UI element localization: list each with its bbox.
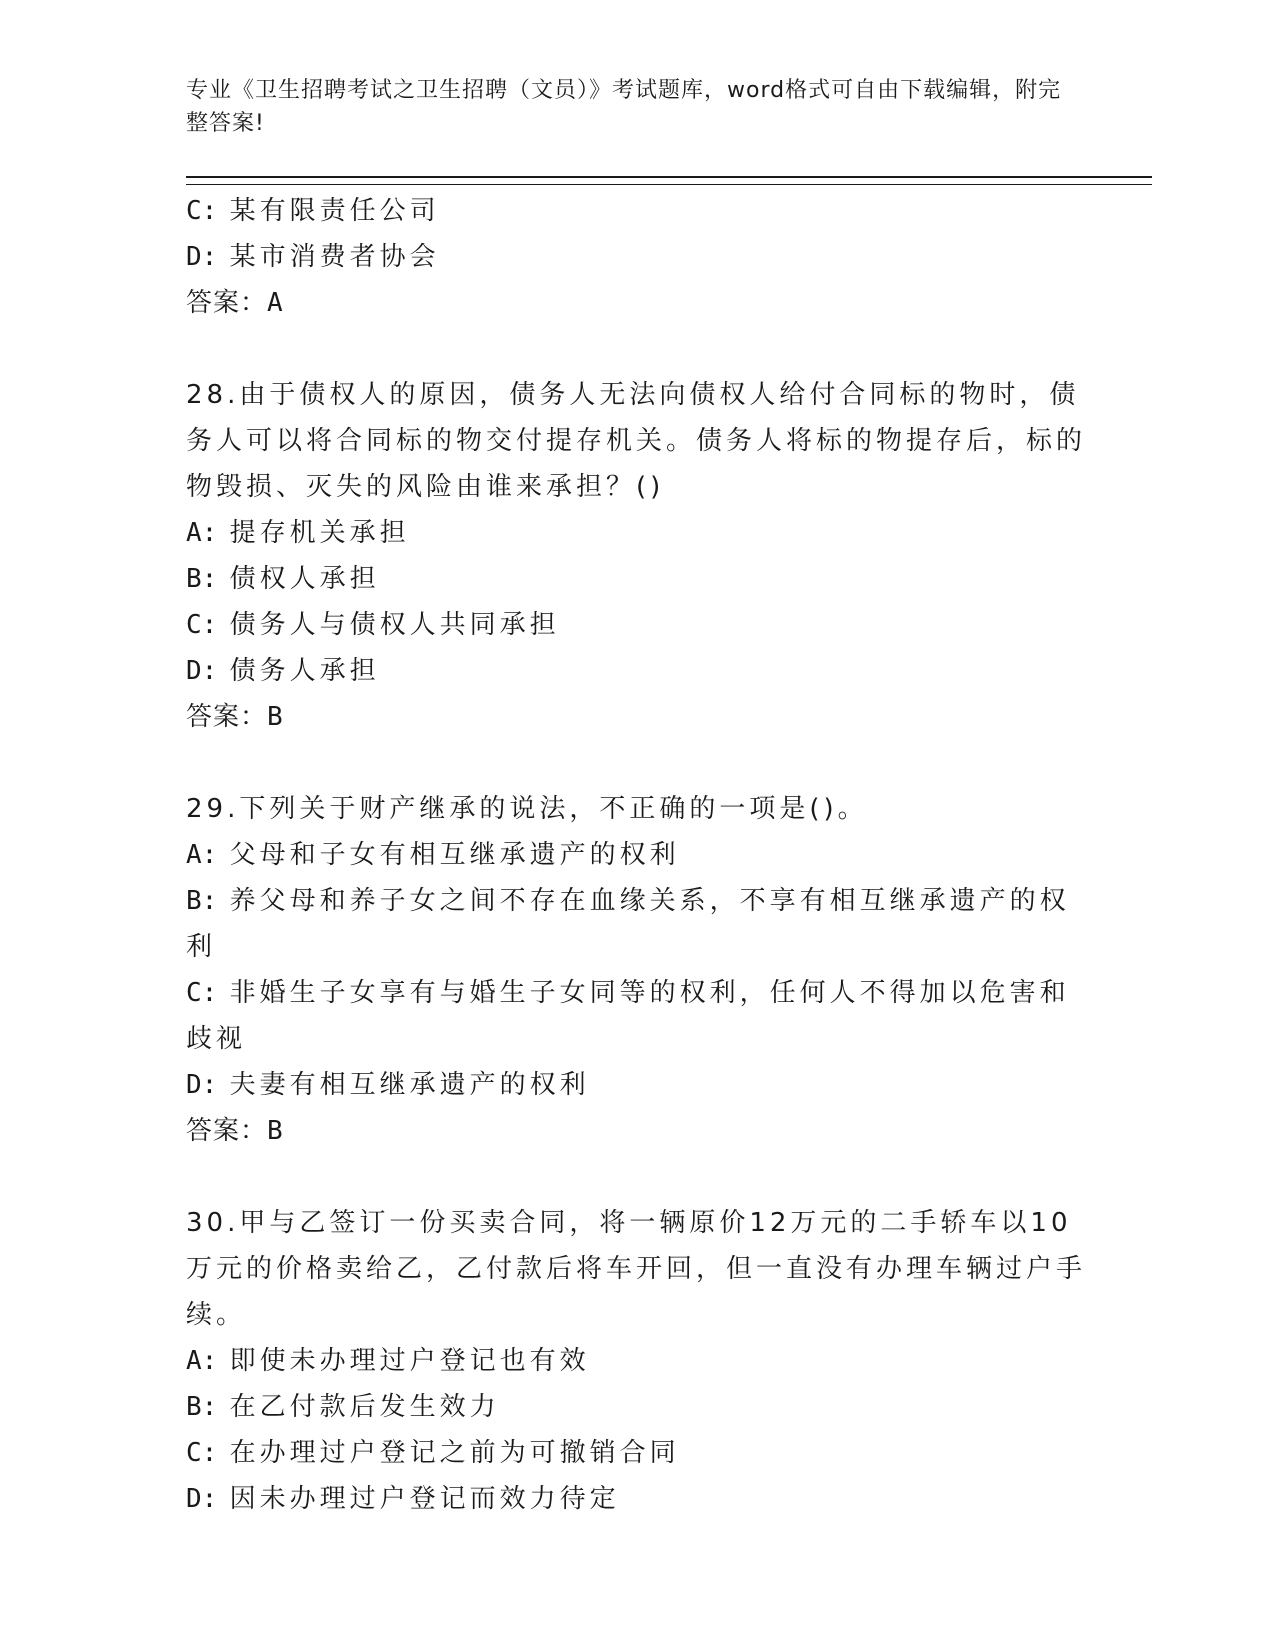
page-header: 专业《卫生招聘考试之卫生招聘（文员）》考试题库，word格式可自由下载编辑，附完整答案! xyxy=(186,78,1062,136)
option-b: B: 在乙付款后发生效力 xyxy=(186,1392,500,1422)
header-divider xyxy=(186,176,1152,185)
option-a: A: 提存机关承担 xyxy=(186,518,410,548)
question-stem: 28.由于债权人的原因，债务人无法向债权人给付合同标的物时，债务人可以将合同标的物交付提存机关。债务人将标的物提存后，标的物毁损、灭失的风险由谁来承担？() xyxy=(186,380,1087,502)
answer: 答案：B xyxy=(186,1116,284,1146)
option-d: D: 因未办理过户登记而效力待定 xyxy=(186,1484,620,1514)
partial-question xyxy=(186,188,1086,326)
question-28 xyxy=(186,372,1086,740)
option-a: A: 父母和子女有相互继承遗产的权利 xyxy=(186,840,680,870)
answer: 答案：B xyxy=(186,702,284,732)
option-c: C: 债务人与债权人共同承担 xyxy=(186,610,560,640)
option-d: D: 债务人承担 xyxy=(186,656,380,686)
option-d: D: 夫妻有相互继承遗产的权利 xyxy=(186,1070,590,1100)
option-c: C: 在办理过户登记之前为可撤销合同 xyxy=(186,1438,680,1468)
option-c: C: 非婚生子女享有与婚生子女同等的权利，任何人不得加以危害和歧视 xyxy=(186,978,1070,1054)
option-b: B: 养父母和养子女之间不存在血缘关系，不享有相互继承遗产的权利 xyxy=(186,886,1070,962)
option-b: B: 债权人承担 xyxy=(186,564,380,594)
question-stem: 29.下列关于财产继承的说法，不正确的一项是()。 xyxy=(186,794,868,824)
option-c: C: 某有限责任公司 xyxy=(186,196,440,226)
question-content xyxy=(186,188,1086,1522)
question-stem: 30.甲与乙签订一份买卖合同，将一辆原价12万元的二手轿车以10万元的价格卖给乙，乙付款后将车开回，但一直没有办理车辆过户手续。 xyxy=(186,1208,1087,1330)
answer: 答案：A xyxy=(186,288,284,318)
question-30 xyxy=(186,1200,1086,1522)
option-a: A: 即使未办理过户登记也有效 xyxy=(186,1346,590,1376)
question-29 xyxy=(186,786,1086,1154)
option-d: D: 某市消费者协会 xyxy=(186,242,440,272)
